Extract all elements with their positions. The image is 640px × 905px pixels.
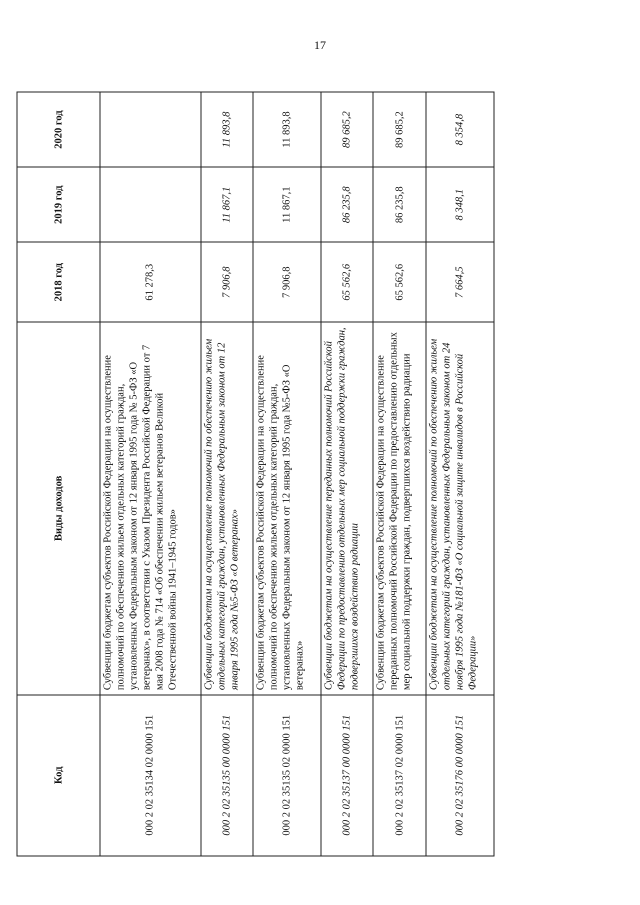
row-value-2019: 11 867,1 bbox=[253, 167, 321, 242]
table-row bbox=[373, 92, 425, 856]
row-description: Субвенции бюджетам субъектов Российской Федерации на осуществление переданных полномочий Российской Федерации по предоставлению отдельных мер социальной поддержки граждан, подвергшихся воздействию радиации bbox=[373, 322, 425, 694]
row-value-2020: 89 685,2 bbox=[373, 92, 425, 167]
row-code: 000 2 02 35134 02 0000 151 bbox=[100, 695, 201, 856]
row-value-2018: 65 562,6 bbox=[321, 242, 373, 322]
table-row bbox=[426, 92, 494, 856]
row-description: Субвенции бюджетам субъектов Российской Федерации на осуществление полномочий по обеспечению жильем отдельных категорий граждан, установленных Федеральным законом от 12 января 1995 года № 5-ФЗ «О ветеранах», в соответствии с Указом Президента Российской Федерации от 7 мая 2008 года № 714 «Об обеспечении жильем ветеранов Великой Отечественной войны 1941–1945 годов» bbox=[100, 322, 201, 694]
row-value-2018: 7 906,8 bbox=[253, 242, 321, 322]
header-2018: 2018 год bbox=[17, 242, 100, 322]
row-code: 000 2 02 35135 00 0000 151 bbox=[201, 695, 253, 856]
row-code: 000 2 02 35137 00 0000 151 bbox=[321, 695, 373, 856]
revenue-table bbox=[17, 92, 495, 857]
row-value-2020: 11 893,8 bbox=[253, 92, 321, 167]
table-row bbox=[201, 92, 253, 856]
table-header-row bbox=[17, 92, 100, 856]
row-description: Субвенции бюджетам на осуществление полномочий по обеспечению жильем отдельных категорий граждан, установленных Федеральным законом от 12 января 1995 года №5-ФЗ «О ветеранах» bbox=[201, 322, 253, 694]
rotated-table-frame bbox=[17, 92, 495, 857]
row-value-2018: 65 562,6 bbox=[373, 242, 425, 322]
header-code: Код bbox=[17, 695, 100, 856]
row-value-2018: 7 906,8 bbox=[201, 242, 253, 322]
header-2019: 2019 год bbox=[17, 167, 100, 242]
row-value-2020 bbox=[100, 92, 201, 167]
row-value-2020: 8 354,8 bbox=[426, 92, 494, 167]
row-value-2020: 89 685,2 bbox=[321, 92, 373, 167]
table-row bbox=[321, 92, 373, 856]
row-value-2020: 11 893,8 bbox=[201, 92, 253, 167]
row-value-2018: 61 278,3 bbox=[100, 242, 201, 322]
header-2020: 2020 год bbox=[17, 92, 100, 167]
row-value-2018: 7 664,5 bbox=[426, 242, 494, 322]
row-value-2019: 8 348,1 bbox=[426, 167, 494, 242]
row-code: 000 2 02 35135 02 0000 151 bbox=[253, 695, 321, 856]
row-value-2019: 86 235,8 bbox=[321, 167, 373, 242]
row-value-2019: 11 867,1 bbox=[201, 167, 253, 242]
row-description: Субвенции бюджетам на осуществление переданных полномочий Российской Федерации по предоставлению отдельных мер социальной поддержки граждан, подвергшихся воздействию радиации bbox=[321, 322, 373, 694]
row-description: Субвенции бюджетам субъектов Российской Федерации на осуществление полномочий по обеспечению жильем отдельных категорий граждан, установленных Федеральным законом от 12 января 1995 года №5-ФЗ «О ветеранах» bbox=[253, 322, 321, 694]
row-value-2019: 86 235,8 bbox=[373, 167, 425, 242]
row-description: Субвенции бюджетам на осуществление полномочий по обеспечению жильем отдельных категорий граждан, установленных Федеральным законом от 24 ноября 1995 года №181-ФЗ «О социальной защите инвалидов в Российской Федерации» bbox=[426, 322, 494, 694]
table-row bbox=[100, 92, 201, 856]
table-row bbox=[253, 92, 321, 856]
row-code: 000 2 02 35137 02 0000 151 bbox=[373, 695, 425, 856]
row-value-2019 bbox=[100, 167, 201, 242]
page-number: 17 bbox=[314, 38, 326, 52]
row-code: 000 2 02 35176 00 0000 151 bbox=[426, 695, 494, 856]
header-type: Виды доходов bbox=[17, 322, 100, 694]
